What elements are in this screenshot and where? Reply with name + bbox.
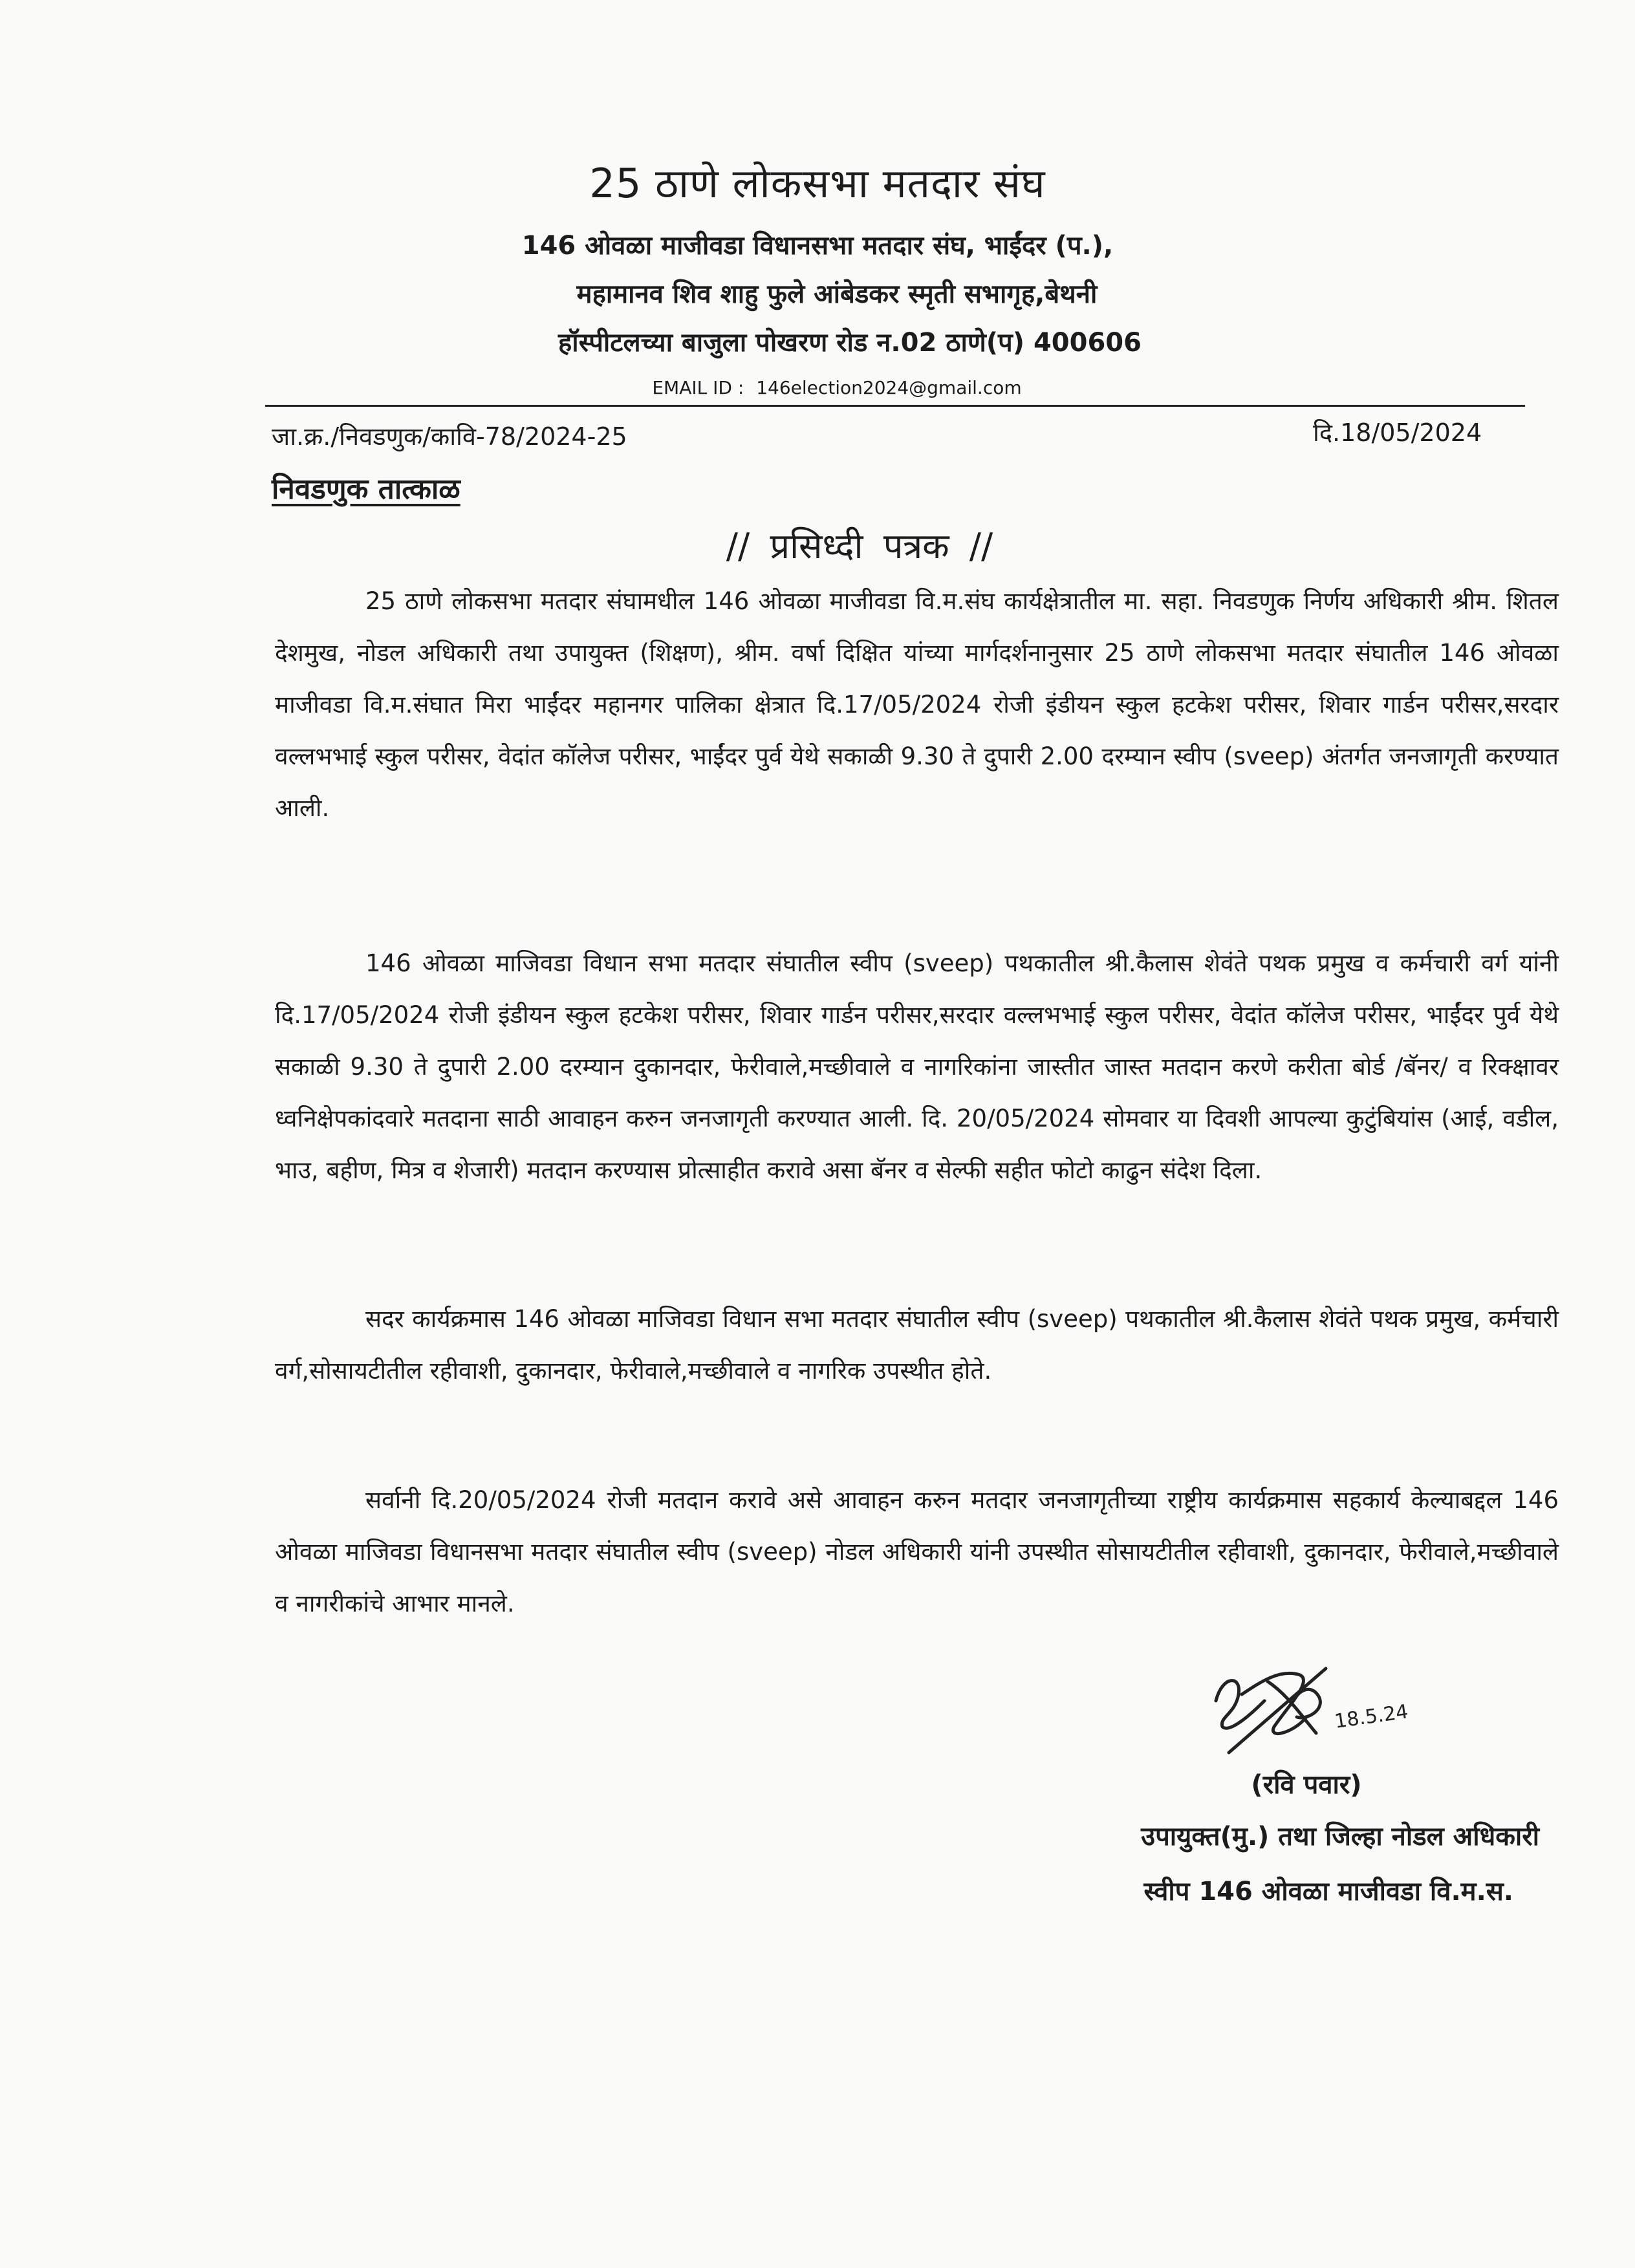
office-address-line-3: हॉस्पीटलच्या बाजुला पोखरण रोड न.02 ठाणे(प) 400606 — [558, 328, 1142, 358]
email-value: 146election2024@gmail.com — [756, 377, 1022, 398]
letter-date: दि.18/05/2024 — [1313, 418, 1482, 447]
press-release-heading: // प्रसिध्दी पत्रक // — [726, 526, 993, 567]
urgent-label: निवडणुक तात्काळ — [272, 473, 460, 506]
signatory-designation: उपायुक्त(मु.) तथा जिल्हा नोडल अधिकारी — [1141, 1822, 1539, 1852]
handwritten-signature — [1203, 1656, 1449, 1772]
reference-number: जा.क्र./निवडणुक/कावि-78/2024-25 — [272, 422, 627, 451]
body-paragraph-1: 25 ठाणे लोकसभा मतदार संघामधील 146 ओवळा माजीवडा वि.म.संघ कार्यक्षेत्रातील मा. सहा. निवडणुक निर्णय अधिकारी श्रीम. शितल देशमुख, नोडल अधिकारी तथा उपायुक्त (शिक्षण), श्रीम. वर्षा दिक्षित यांच्या मार्गदर्शनानुसार 25 ठाणे लोकसभा मतदार संघातील 146 ओवळा माजीवडा वि.म.संघात मिरा भाईंदर महानगर पालिका क्षेत्रात दि.17/05/2024 रोजी इंडीयन स्कुल हटकेश परीसर, शिवार गार्डन परीसर,सरदार वल्लभभाई स्कुल परीसर, वेदांत कॉलेज परीसर, भाईंदर पुर्व येथे सकाळी 9.30 ते दुपारी 2.00 दरम्यान स्वीप (sveep) अंतर्गत जनजागृती करण्यात आली. — [275, 587, 1559, 822]
constituency-title: 25 ठाणे लोकसभा मतदार संघ — [589, 160, 1046, 207]
body-paragraph-2: 146 ओवळा माजिवडा विधान सभा मतदार संघातील स्वीप (sveep) पथकातील श्री.कैलास शेवंते पथक प्रमुख व कर्मचारी वर्ग यांनी दि.17/05/2024 रोजी इंडीयन स्कुल हटकेश परीसर, शिवार गार्डन परीसर,सरदार वल्लभभाई स्कुल परीसर, वेदांत कॉलेज परीसर, भाईंदर पुर्व येथे सकाळी 9.30 ते दुपारी 2.00 दरम्यान दुकानदार, फेरीवाले,मच्छीवाले व नागरिकांना जास्तीत जास्त मतदान करणे करीता बोर्ड /बॅनर/ व रिक्क्षावर ध्वनिक्षेपकांदवारे मतदाना साठी आवाहन करुन जनजागृती करण्यात आली. दि. 20/05/2024 सोमवार या दिवशी आपल्या कुटुंबियांस (आई, वडील, भाउ, बहीण, मित्र व शेजारी) मतदान करण्यास प्रोत्साहीत करावे असा बॅनर व सेल्फी सहीत फोटो काढुन संदेश दिला. — [275, 949, 1559, 1184]
office-address-line-1: 146 ओवळा माजीवडा विधानसभा मतदार संघ, भाईंदर (प.), — [521, 231, 1114, 261]
signatory-unit: स्वीप 146 ओवळा माजीवडा वि.म.स. — [1143, 1877, 1513, 1906]
body-paragraph-3: सदर कार्यक्रमास 146 ओवळा माजिवडा विधान सभा मतदार संघातील स्वीप (sveep) पथकातील श्री.कैलास शेवंते पथक प्रमुख, कर्मचारी वर्ग,सोसायटीतील रहीवाशी, दुकानदार, फेरीवाले,मच्छीवाले व नागरिक उपस्थीत होते. — [275, 1305, 1559, 1385]
email-line — [0, 377, 1635, 398]
signatory-name: (रवि पवार) — [1251, 1770, 1362, 1800]
body-paragraph-4: सर्वानी दि.20/05/2024 रोजी मतदान करावे असे आवाहन करुन मतदार जनजागृतीच्या राष्ट्रीय कार्यक्रमास सहकार्य केल्याबद्दल 146 ओवळा माजिवडा विधानसभा मतदार संघातील स्वीप (sveep) नोडल अधिकारी यांनी उपस्थीत सोसायटीतील रहीवाशी, दुकानदार, फेरीवाले,मच्छीवाले व नागरीकांचे आभार मानले. — [275, 1486, 1559, 1617]
office-address-line-2: महामानव शिव शाहु फुले आंबेडकर स्मृती सभागृह,बेथनी — [576, 279, 1098, 309]
signature-date: 18.5.24 — [1333, 1700, 1410, 1733]
header-divider — [265, 405, 1525, 407]
email-label: EMAIL ID : — [652, 377, 744, 398]
